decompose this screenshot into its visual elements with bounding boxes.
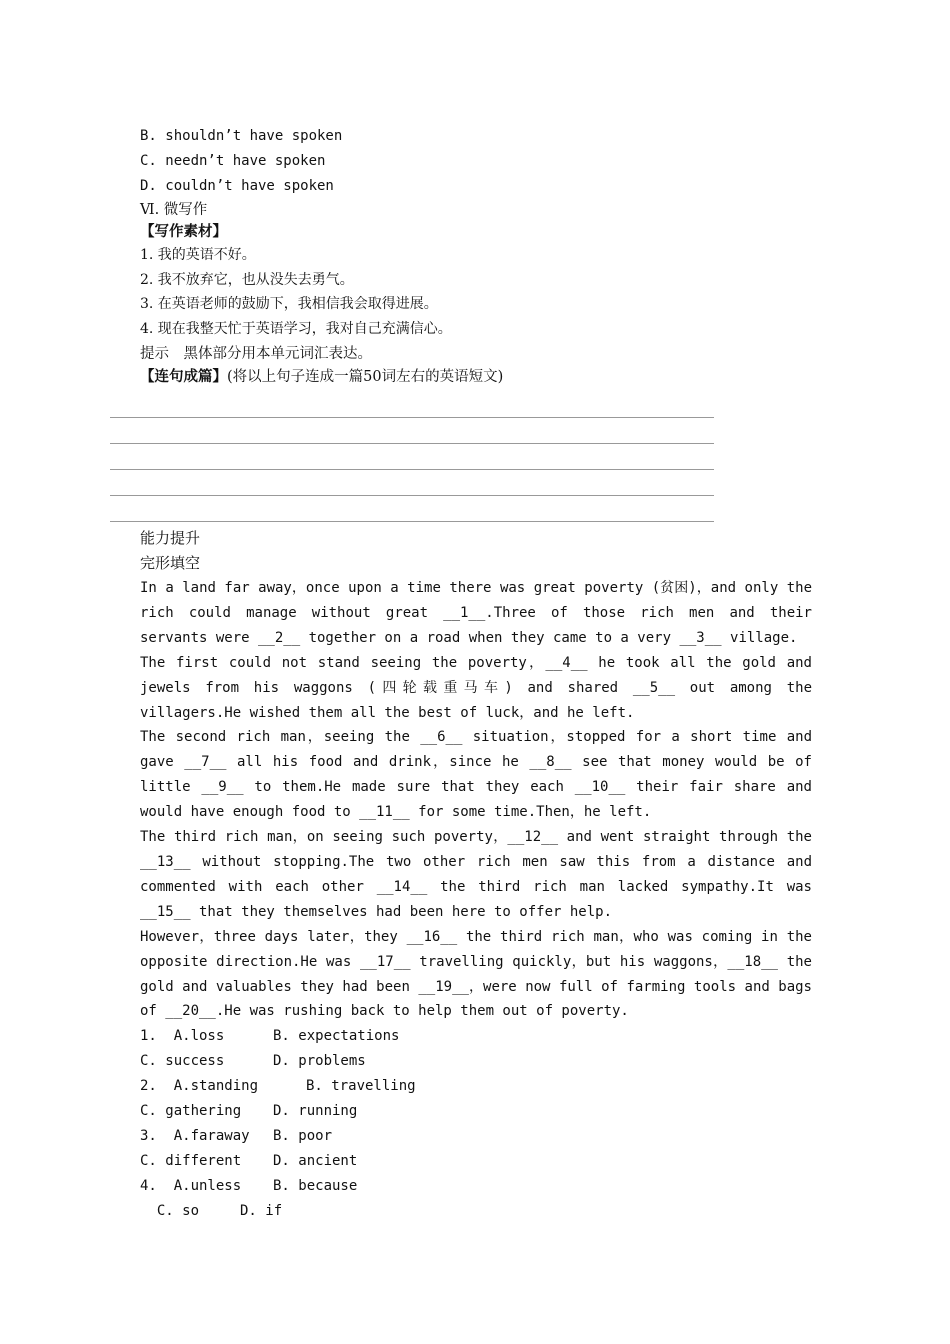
writing-line[interactable] [110,418,714,444]
writing-line[interactable] [110,496,714,522]
material-sentence: 3. 在英语老师的鼓励下，我相信我会取得进展。 [140,296,438,313]
material-sentence: 2. 我不放弃它，也从没失去勇气。 [140,271,354,288]
writing-line[interactable] [110,392,714,418]
compose-label: 【连句成篇】 [140,368,227,386]
option-c: C. needn’t have spoken [140,152,326,169]
document-page [140,124,812,1223]
option-b: B. shouldn’t have spoken [140,128,343,144]
writing-line[interactable] [110,470,714,496]
cloze-heading: 完形填空 [140,554,201,573]
material-sentence: 1. 我的英语不好。 [140,246,256,263]
section-heading: Ⅵ. 微写作 [140,201,208,218]
ability-heading: 能力提升 [140,529,201,548]
passage-paragraph: However，three days later，they __16__ the third rich man，who was coming in the opposite direction.He was __17__ travelling quickly，but his waggons，__18__ the gold and valuables they had been __19__，were now full of farming tools and bags of __20__.He was rushing back to help them out of poverty. [140,928,812,1020]
choice-row: C. different D. ancient [140,1152,358,1169]
passage-paragraph: The first could not stand seeing the poverty，__4__ he took all the gold and jewels from his waggons (四轮载重马车) and shared __5__ out among the villagers.He wished them all the best of luck，and he left. [140,654,812,721]
choice-row: 1. A.loss B. expectations [140,1028,400,1045]
material-label: 【写作素材】 [140,222,227,240]
writing-area[interactable] [140,392,812,522]
material-sentence: 4. 现在我整天忙于英语学习，我对自己充满信心。 [140,321,452,338]
option-d: D. couldn’t have spoken [140,177,334,194]
writing-line[interactable] [110,444,714,470]
choice-row: C. so D. if [140,1202,283,1219]
compose-instruction-row [140,366,812,388]
passage-paragraph: The third rich man，on seeing such poverty，__12__ and went straight through the __13__ without stopping.The two other rich men saw this from a distance and commented with each other __14__ the third rich man lacked sympathy.It was __15__ that they themselves had been here to offer help. [140,829,812,920]
choice-row: 3. A.faraway B. poor [140,1127,333,1144]
choice-row: C. success D. problems [140,1053,366,1070]
hint-text: 提示 黑体部分用本单元词汇表达。 [140,346,372,363]
passage-paragraph: In a land far away，once upon a time there was great poverty (贫困)，and only the rich could manage without great __1__.Three of those rich men and their servants were __2__ together on a road when they came to a very __3__ village. [140,580,812,646]
passage-paragraph: The second rich man，seeing the __6__ situation，stopped for a short time and gave __7__ all his food and drink，since he __8__ see that money would be of little __9__ to them.He made sure that they each __10__ their fair share and would have enough food to __11__ for some time.Then，he left. [140,729,812,821]
choice-row: C. gathering D. running [140,1103,358,1119]
choice-row: 4. A.unless B. because [140,1177,358,1194]
compose-instruction: (将以上句子连成一篇50词左右的英语短文) [227,369,504,386]
choice-row: 2. A.standing B. travelling [140,1078,416,1095]
